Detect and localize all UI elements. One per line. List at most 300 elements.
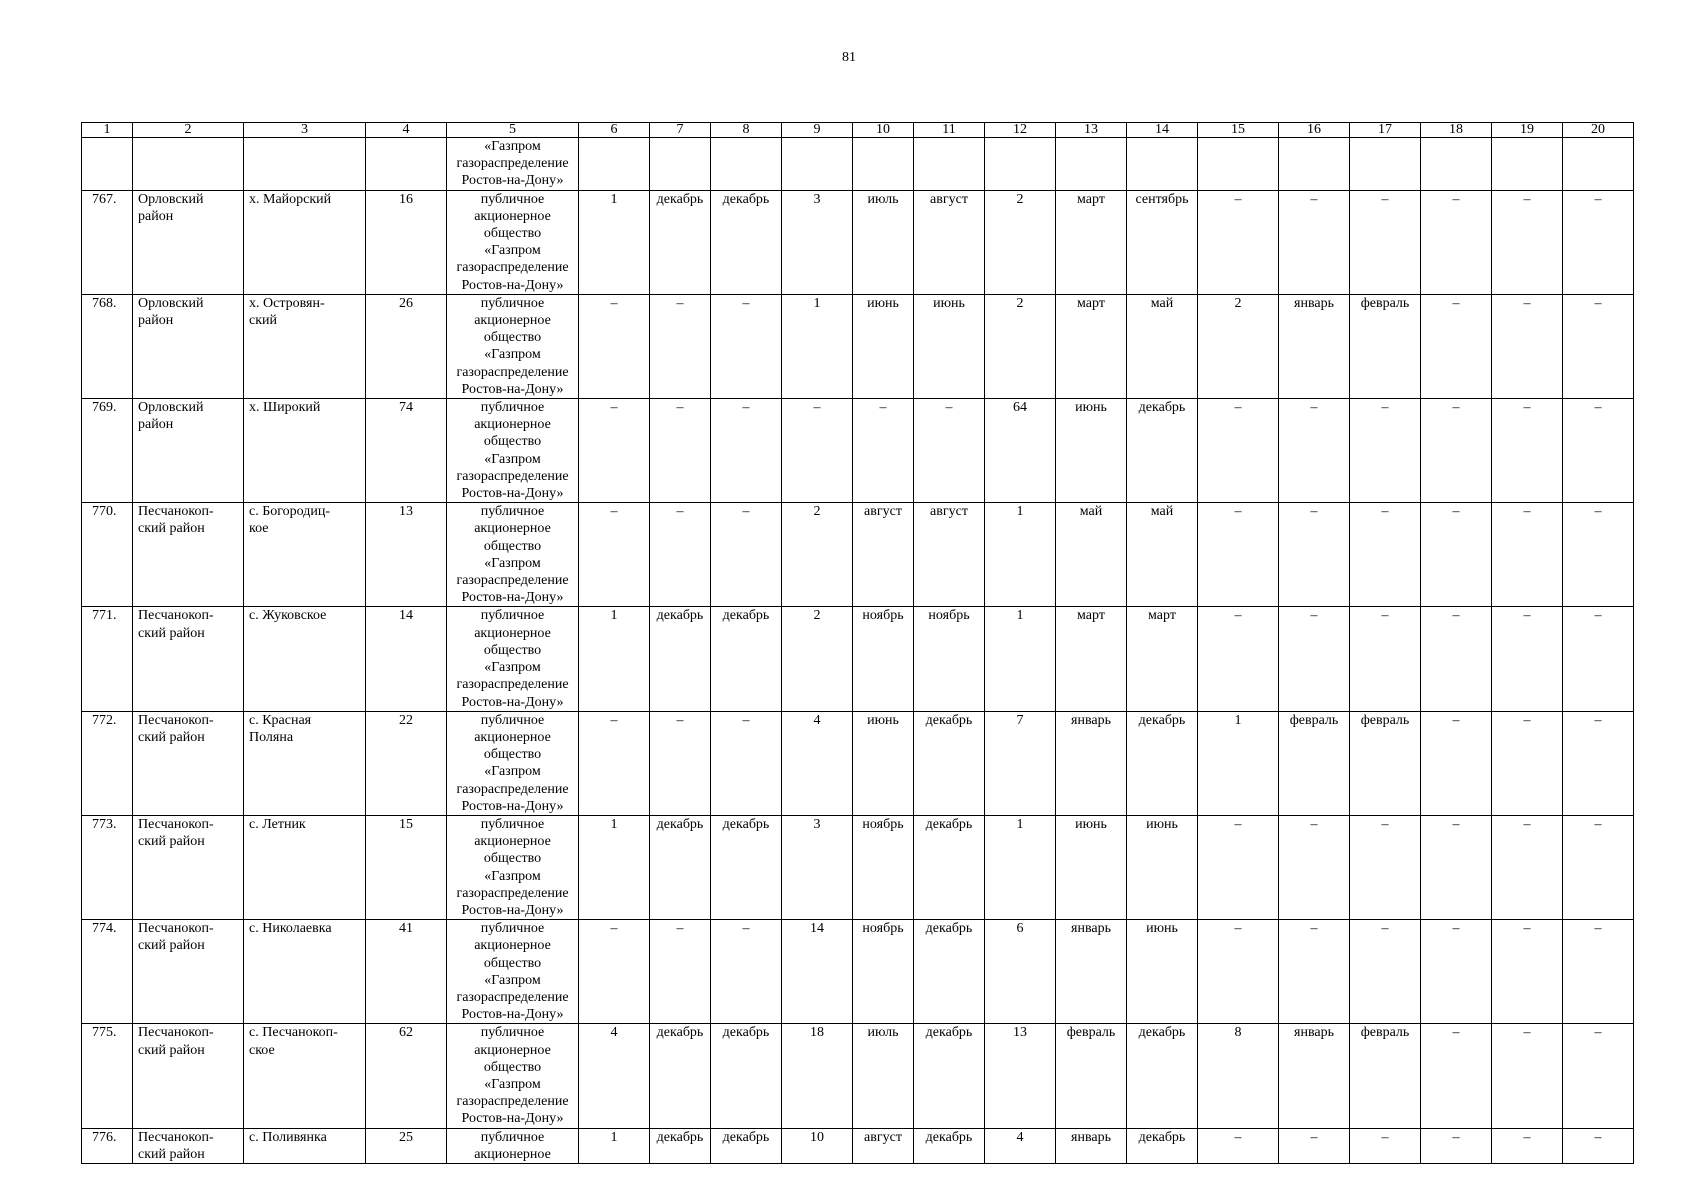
header-cell: 4	[366, 123, 447, 138]
locality-line: с. Поливянка	[249, 1129, 327, 1145]
locality-line: с. Николаевка	[249, 921, 332, 937]
empty-cell	[366, 138, 447, 191]
value-cell: –	[1492, 399, 1563, 503]
value-cell: 1	[985, 607, 1056, 711]
value-cell: –	[1421, 503, 1492, 607]
organization-cell	[447, 607, 579, 711]
org-line: публичное	[480, 1025, 545, 1041]
header-cell: 5	[447, 123, 579, 138]
value-cell: май	[1127, 503, 1198, 607]
district-line: Орловский	[138, 400, 204, 416]
count-cell: 22	[366, 711, 447, 815]
value-cell: ноябрь	[853, 607, 914, 711]
district-line: ский район	[138, 1146, 205, 1162]
count-cell: 26	[366, 294, 447, 398]
value-cell: –	[711, 399, 782, 503]
value-cell: ноябрь	[853, 920, 914, 1024]
org-line: акционерное	[474, 521, 551, 537]
value-cell: декабрь	[650, 1024, 711, 1128]
value-cell: декабрь	[1127, 711, 1198, 815]
org-line: «Газпром	[484, 868, 541, 884]
org-line: газораспределение	[456, 468, 569, 484]
value-cell: –	[1563, 1128, 1634, 1163]
value-cell: сентябрь	[1127, 190, 1198, 294]
value-cell: 1	[579, 1128, 650, 1163]
organization-cell	[447, 711, 579, 815]
value-cell: декабрь	[711, 1128, 782, 1163]
locality-line: с. Богородиц-	[249, 504, 331, 520]
district-line: район	[138, 313, 174, 329]
empty-cell	[1127, 138, 1198, 191]
value-cell: 3	[782, 815, 853, 919]
empty-cell	[579, 138, 650, 191]
org-line: «Газпром	[484, 764, 541, 780]
value-cell: –	[579, 711, 650, 815]
header-cell: 14	[1127, 123, 1198, 138]
data-table	[81, 122, 1634, 1164]
org-line: Ростов-на-Дону»	[461, 694, 564, 710]
empty-cell	[1279, 138, 1350, 191]
value-cell: –	[1279, 920, 1350, 1024]
empty-cell	[853, 138, 914, 191]
district-cell	[133, 815, 244, 919]
district-line: ский район	[138, 834, 205, 850]
org-line: Ростов-на-Дону»	[461, 798, 564, 814]
value-cell: –	[1563, 607, 1634, 711]
value-cell: 1	[579, 190, 650, 294]
table-row	[82, 294, 1634, 398]
locality-cell	[244, 1024, 366, 1128]
value-cell: декабрь	[711, 607, 782, 711]
value-cell: май	[1127, 294, 1198, 398]
value-cell: –	[711, 503, 782, 607]
value-cell: –	[579, 399, 650, 503]
locality-cell	[244, 920, 366, 1024]
org-line: газораспределение	[456, 885, 569, 901]
value-cell: январь	[1056, 711, 1127, 815]
value-cell: 4	[985, 1128, 1056, 1163]
organization-cell	[447, 399, 579, 503]
value-cell: –	[1350, 1128, 1421, 1163]
district-cell	[133, 920, 244, 1024]
value-cell: 64	[985, 399, 1056, 503]
value-cell: февраль	[1056, 1024, 1127, 1128]
org-line: Ростов-на-Дону»	[461, 486, 564, 502]
value-cell: декабрь	[711, 190, 782, 294]
organization-cell	[447, 1024, 579, 1128]
district-cell	[133, 294, 244, 398]
district-cell	[133, 190, 244, 294]
continuation-row	[82, 138, 1634, 191]
org-line: Ростов-на-Дону»	[461, 1111, 564, 1127]
district-cell	[133, 607, 244, 711]
value-cell: –	[579, 503, 650, 607]
district-cell	[133, 503, 244, 607]
org-line: Ростов-на-Дону»	[461, 1007, 564, 1023]
value-cell: –	[1279, 1128, 1350, 1163]
district-line: Орловский	[138, 191, 204, 207]
value-cell: –	[1421, 815, 1492, 919]
org-line: Ростов-на-Дону»	[461, 173, 564, 189]
value-cell: декабрь	[650, 1128, 711, 1163]
value-cell: –	[1279, 815, 1350, 919]
value-cell: 2	[1198, 294, 1279, 398]
org-line: Ростов-на-Дону»	[461, 590, 564, 606]
value-cell: –	[1492, 190, 1563, 294]
header-cell: 12	[985, 123, 1056, 138]
district-cell	[133, 399, 244, 503]
row-number: 774.	[82, 920, 133, 1024]
value-cell: –	[1563, 503, 1634, 607]
value-cell: февраль	[1350, 294, 1421, 398]
org-line: публичное	[480, 921, 545, 937]
value-cell: –	[1350, 920, 1421, 1024]
value-cell: февраль	[1350, 1024, 1421, 1128]
value-cell: март	[1056, 607, 1127, 711]
value-cell: –	[1279, 399, 1350, 503]
header-row	[82, 123, 1634, 138]
value-cell: июнь	[914, 294, 985, 398]
org-line: газораспределение	[456, 364, 569, 380]
value-cell: декабрь	[650, 190, 711, 294]
value-cell: –	[1492, 503, 1563, 607]
header-cell: 3	[244, 123, 366, 138]
district-line: ский район	[138, 521, 205, 537]
value-cell: –	[914, 399, 985, 503]
value-cell: июль	[853, 1024, 914, 1128]
empty-cell	[1563, 138, 1634, 191]
value-cell: –	[650, 920, 711, 1024]
value-cell: декабрь	[711, 1024, 782, 1128]
value-cell: –	[1350, 607, 1421, 711]
value-cell: август	[853, 1128, 914, 1163]
empty-cell	[985, 138, 1056, 191]
org-line: общество	[483, 747, 542, 763]
district-line: Песчанокоп-	[138, 816, 214, 832]
org-line: общество	[483, 851, 542, 867]
table-row	[82, 1024, 1634, 1128]
value-cell: 18	[782, 1024, 853, 1128]
org-line: акционерное	[474, 938, 551, 954]
value-cell: ноябрь	[853, 815, 914, 919]
value-cell: –	[1198, 503, 1279, 607]
value-cell: –	[1563, 1024, 1634, 1128]
district-line: Песчанокоп-	[138, 1025, 214, 1041]
value-cell: –	[650, 503, 711, 607]
value-cell: декабрь	[1127, 1024, 1198, 1128]
value-cell: 2	[782, 607, 853, 711]
value-cell: –	[1279, 607, 1350, 711]
value-cell: январь	[1056, 920, 1127, 1024]
count-cell: 25	[366, 1128, 447, 1163]
empty-cell	[914, 138, 985, 191]
locality-line: с. Летник	[249, 816, 306, 832]
table-row	[82, 399, 1634, 503]
value-cell: –	[1492, 815, 1563, 919]
value-cell: –	[1421, 1024, 1492, 1128]
org-line: газораспределение	[456, 156, 569, 172]
value-cell: –	[1198, 920, 1279, 1024]
org-line: газораспределение	[456, 989, 569, 1005]
org-line: общество	[483, 955, 542, 971]
value-cell: июнь	[853, 294, 914, 398]
value-cell: июнь	[1127, 920, 1198, 1024]
value-cell: 2	[985, 190, 1056, 294]
value-cell: 14	[782, 920, 853, 1024]
organization-cell	[447, 138, 579, 191]
organization-cell	[447, 190, 579, 294]
value-cell: 1	[985, 815, 1056, 919]
org-line: «Газпром	[484, 451, 541, 467]
district-line: Песчанокоп-	[138, 921, 214, 937]
org-line: общество	[483, 330, 542, 346]
header-cell: 16	[1279, 123, 1350, 138]
value-cell: июль	[853, 190, 914, 294]
value-cell: март	[1056, 294, 1127, 398]
value-cell: 1	[1198, 711, 1279, 815]
org-line: публичное	[480, 608, 545, 624]
value-cell: декабрь	[914, 920, 985, 1024]
locality-line: х. Широкий	[249, 400, 321, 416]
value-cell: –	[1198, 607, 1279, 711]
value-cell: 7	[985, 711, 1056, 815]
value-cell: август	[914, 503, 985, 607]
value-cell: 10	[782, 1128, 853, 1163]
count-cell: 13	[366, 503, 447, 607]
org-line: Ростов-на-Дону»	[461, 902, 564, 918]
value-cell: –	[1492, 1024, 1563, 1128]
header-cell: 6	[579, 123, 650, 138]
locality-cell	[244, 399, 366, 503]
locality-cell	[244, 815, 366, 919]
district-line: ский район	[138, 1042, 205, 1058]
page-number: 81	[842, 50, 856, 65]
org-line: публичное	[480, 295, 545, 311]
value-cell: март	[1127, 607, 1198, 711]
table-row	[82, 503, 1634, 607]
district-line: район	[138, 417, 174, 433]
value-cell: 8	[1198, 1024, 1279, 1128]
value-cell: –	[1563, 815, 1634, 919]
org-line: «Газпром	[484, 243, 541, 259]
value-cell: 2	[985, 294, 1056, 398]
org-line: «Газпром	[484, 972, 541, 988]
row-number: 772.	[82, 711, 133, 815]
value-cell: –	[1421, 607, 1492, 711]
org-line: акционерное	[474, 208, 551, 224]
value-cell: 3	[782, 190, 853, 294]
value-cell: июнь	[1056, 399, 1127, 503]
locality-cell	[244, 190, 366, 294]
org-line: общество	[483, 1059, 542, 1075]
org-line: общество	[483, 226, 542, 242]
value-cell: февраль	[1279, 711, 1350, 815]
district-line: Песчанокоп-	[138, 504, 214, 520]
value-cell: май	[1056, 503, 1127, 607]
empty-cell	[1198, 138, 1279, 191]
table-row	[82, 190, 1634, 294]
header-cell: 2	[133, 123, 244, 138]
value-cell: –	[1563, 920, 1634, 1024]
count-cell: 62	[366, 1024, 447, 1128]
value-cell: –	[1492, 1128, 1563, 1163]
org-line: газораспределение	[456, 677, 569, 693]
value-cell: –	[1492, 920, 1563, 1024]
org-line: «Газпром	[484, 1076, 541, 1092]
value-cell: 2	[782, 503, 853, 607]
table-row	[82, 815, 1634, 919]
locality-line: кое	[249, 521, 269, 537]
org-line: акционерное	[474, 834, 551, 850]
empty-cell	[650, 138, 711, 191]
district-cell	[133, 711, 244, 815]
count-cell: 74	[366, 399, 447, 503]
org-line: газораспределение	[456, 573, 569, 589]
row-number: 768.	[82, 294, 133, 398]
value-cell: –	[1492, 294, 1563, 398]
value-cell: январь	[1279, 1024, 1350, 1128]
org-line: акционерное	[474, 625, 551, 641]
district-line: ский район	[138, 938, 205, 954]
value-cell: февраль	[1350, 711, 1421, 815]
value-cell: –	[650, 294, 711, 398]
org-line: газораспределение	[456, 1094, 569, 1110]
header-cell: 17	[1350, 123, 1421, 138]
value-cell: декабрь	[1127, 399, 1198, 503]
district-line: ский район	[138, 625, 205, 641]
org-line: общество	[483, 538, 542, 554]
value-cell: –	[711, 711, 782, 815]
value-cell: –	[1492, 607, 1563, 711]
value-cell: –	[711, 294, 782, 398]
header-cell: 19	[1492, 123, 1563, 138]
value-cell: –	[1421, 1128, 1492, 1163]
value-cell: –	[1421, 711, 1492, 815]
district-cell	[133, 1128, 244, 1163]
org-line: газораспределение	[456, 260, 569, 276]
value-cell: 4	[579, 1024, 650, 1128]
value-cell: 1	[985, 503, 1056, 607]
value-cell: –	[1492, 711, 1563, 815]
locality-line: х. Майорский	[249, 191, 332, 207]
table-row	[82, 711, 1634, 815]
header-cell: 8	[711, 123, 782, 138]
organization-cell	[447, 920, 579, 1024]
locality-line: ский	[249, 313, 277, 329]
empty-cell	[82, 138, 133, 191]
header-cell: 20	[1563, 123, 1634, 138]
org-line: газораспределение	[456, 781, 569, 797]
value-cell: –	[853, 399, 914, 503]
value-cell: декабрь	[914, 1128, 985, 1163]
value-cell: июнь	[1127, 815, 1198, 919]
value-cell: –	[1563, 399, 1634, 503]
value-cell: –	[1421, 399, 1492, 503]
value-cell: декабрь	[711, 815, 782, 919]
org-line: общество	[483, 642, 542, 658]
header-cell: 1	[82, 123, 133, 138]
value-cell: –	[650, 399, 711, 503]
district-line: Песчанокоп-	[138, 608, 214, 624]
value-cell: декабрь	[650, 815, 711, 919]
empty-cell	[244, 138, 366, 191]
header-cell: 13	[1056, 123, 1127, 138]
org-line: «Газпром	[484, 347, 541, 363]
value-cell: декабрь	[650, 607, 711, 711]
value-cell: –	[1198, 399, 1279, 503]
value-cell: –	[579, 294, 650, 398]
header-cell: 18	[1421, 123, 1492, 138]
value-cell: ноябрь	[914, 607, 985, 711]
locality-line: с. Песчанокоп-	[249, 1025, 338, 1041]
org-line: публичное	[480, 504, 545, 520]
table-row	[82, 607, 1634, 711]
locality-cell	[244, 711, 366, 815]
value-cell: –	[1421, 190, 1492, 294]
value-cell: август	[914, 190, 985, 294]
header-cell: 11	[914, 123, 985, 138]
org-line: публичное	[480, 400, 545, 416]
value-cell: январь	[1279, 294, 1350, 398]
value-cell: –	[1421, 920, 1492, 1024]
empty-cell	[1350, 138, 1421, 191]
locality-cell	[244, 1128, 366, 1163]
district-line: ский район	[138, 729, 205, 745]
value-cell: –	[1198, 190, 1279, 294]
row-number: 769.	[82, 399, 133, 503]
row-number: 770.	[82, 503, 133, 607]
value-cell: –	[1563, 190, 1634, 294]
empty-cell	[782, 138, 853, 191]
count-cell: 41	[366, 920, 447, 1024]
value-cell: –	[1279, 503, 1350, 607]
value-cell: декабрь	[914, 1024, 985, 1128]
value-cell: 1	[782, 294, 853, 398]
header-cell: 9	[782, 123, 853, 138]
value-cell: июнь	[853, 711, 914, 815]
value-cell: декабрь	[914, 711, 985, 815]
locality-line: ское	[249, 1042, 275, 1058]
value-cell: август	[853, 503, 914, 607]
value-cell: –	[1198, 1128, 1279, 1163]
count-cell: 16	[366, 190, 447, 294]
org-line: Ростов-на-Дону»	[461, 381, 564, 397]
value-cell: –	[1198, 815, 1279, 919]
district-line: район	[138, 208, 174, 224]
district-line: Орловский	[138, 295, 204, 311]
value-cell: январь	[1056, 1128, 1127, 1163]
header-cell: 15	[1198, 123, 1279, 138]
value-cell: –	[711, 920, 782, 1024]
locality-cell	[244, 503, 366, 607]
district-cell	[133, 1024, 244, 1128]
header-cell: 10	[853, 123, 914, 138]
empty-cell	[1056, 138, 1127, 191]
org-line: Ростов-на-Дону»	[461, 277, 564, 293]
table-row	[82, 1128, 1634, 1163]
empty-cell	[1421, 138, 1492, 191]
organization-cell	[447, 815, 579, 919]
locality-line: с. Жуковское	[249, 608, 327, 624]
district-line: Песчанокоп-	[138, 1129, 214, 1145]
org-line: общество	[483, 434, 542, 450]
value-cell: март	[1056, 190, 1127, 294]
row-number: 771.	[82, 607, 133, 711]
value-cell: декабрь	[1127, 1128, 1198, 1163]
org-line: акционерное	[474, 1042, 551, 1058]
org-line: «Газпром	[484, 660, 541, 676]
row-number: 767.	[82, 190, 133, 294]
